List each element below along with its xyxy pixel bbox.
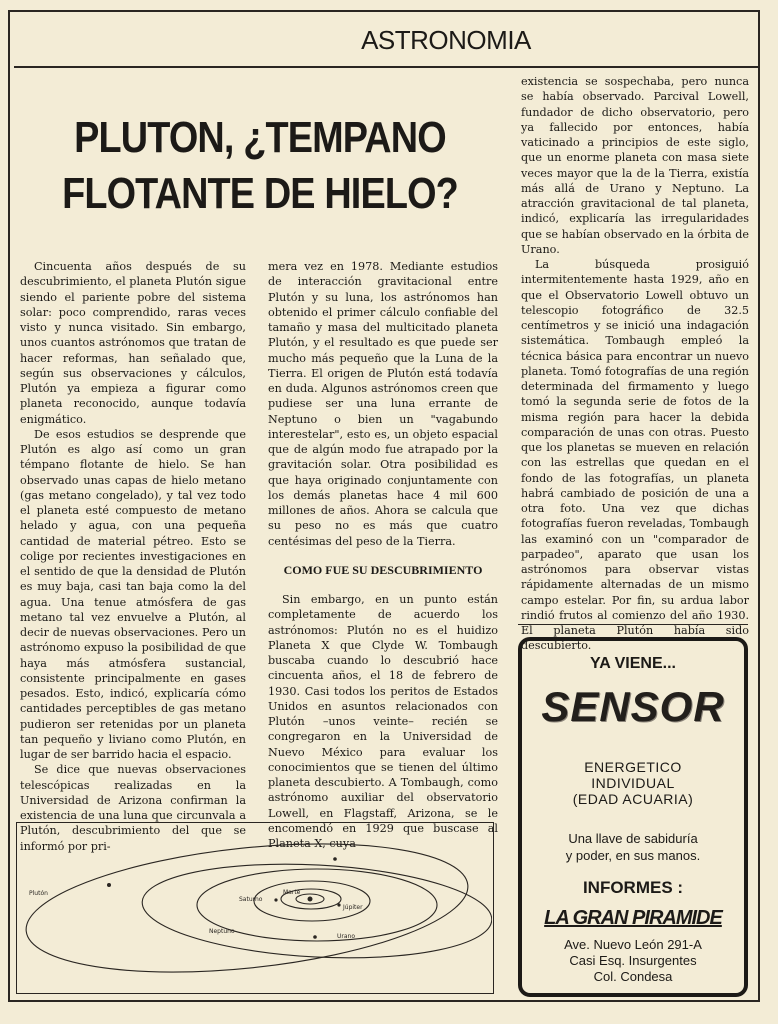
paragraph: existencia se sospechaba, pero nunca se había observado. Parcival Lowell, fundador de dicho observatorio, pero ya fallecido por entonces, había vaticinado a principios de este siglo, que un enorme planeta con masa siete veces mayor que la de la Tierra, existía más allá de Urano y Neptuno. La atracción gravitacional de tal planeta, indicó, explicaría las irregularidades que se habían observado en la órbita de Urano. — [521, 75, 749, 256]
paragraph: Se dice que nuevas observaciones telescópicas realizadas en la Universidad de Arizona confirman la existencia de una luna que circunvala a Plutón, descubrimiento del que se informó por pri- — [20, 763, 246, 853]
article-column-2 — [268, 259, 498, 851]
paragraph: mera vez en 1978. Mediante estudios de interacción gravitacional entre Plutón y su luna, los astrónomos han obtenido el primer cálculo confiable del tamaño y masa del multicitado planeta Plutón, y el resultado es que puede ser mucho más pequeño que la Luna de la Tierra. El origen de Plutón está todavía en duda. Algunos astrónomos creen que pudiese ser una luna errante de Neptuno o bien un "vagabundo interestelar", esto es, un objeto espacial que de algún modo fue atrapado por la gravitación solar. Otra posibilidad es que haya originado conjuntamente con los demás planetas hace 4 mil 600 millones de años. Ahora se calcula que su peso no es más que cuatro centésimas del peso de la Tierra. — [268, 260, 498, 548]
saturn-orbit — [254, 881, 370, 921]
section-title: ASTRONOMIA — [361, 24, 531, 55]
paragraph: Cincuenta años después de su descubrimiento, el planeta Plutón sigue siendo el pariente pobre del sistema solar: poco comprendido, raras veces visto y nunca visitado. Sin embargo, unos cuantos astrónomos que tratan de hacer reformas, han señalado que, según sus observaciones y cálculos, Plutón ya empieza a figurar como planeta reconocido, aunque todavía enigmático. — [20, 260, 246, 426]
ad-brand-logo: SENSOR — [541, 683, 725, 730]
sun — [308, 897, 313, 902]
ad-tagline: ENERGETICO — [584, 759, 682, 775]
headline-line-1: PLUTON, ¿TEMPANO — [74, 113, 446, 162]
label-neptune: Neptuno — [209, 928, 235, 935]
orbit-diagram-svg — [17, 823, 492, 992]
ad-address: Col. Condesa — [593, 969, 673, 984]
headline — [54, 110, 467, 222]
ad-company-logo: LA GRAN PIRAMIDE — [544, 907, 722, 929]
section-header — [14, 14, 758, 68]
ad-address: Casi Esq. Insurgentes — [569, 953, 697, 968]
paragraph: Sin embargo, en un punto están completamente de acuerdo los astrónomos: Plutón no es el huidizo Planeta X que Clyde W. Tombaugh buscaba cuando lo descubrió hace cincuenta años, el 18 de febrero de 1930. Casi todos los peritos de Estados Unidos en asuntos relacionados con Plutón –unos veinte– recién se congregaron en la Universidad de Nuevo México para evaluar los conocimientos que se tienen del último planeta descubierto. A Tombaugh, como astrónomo auxiliar del observatorio Lowell, en Flagstaff, Arizona, se le encomendó en 1929 que buscase al Planeta X, cuya — [268, 593, 498, 850]
planet-dot — [337, 903, 340, 906]
label-mars: Marte — [283, 889, 301, 896]
label-uranus: Urano — [337, 933, 356, 940]
ad-tagline: INDIVIDUAL — [591, 775, 675, 791]
label-saturn: Saturno — [239, 896, 263, 903]
orbit-diagram — [16, 822, 494, 994]
ad-coming-soon: YA VIENE... — [590, 655, 676, 672]
ad-tagline: (EDAD ACUARIA) — [572, 791, 694, 807]
subheading: COMO FUE SU DESCUBRIMIENTO — [283, 562, 483, 577]
column-divider — [518, 624, 748, 625]
article-column-1 — [20, 259, 246, 854]
neptune-orbit — [140, 856, 492, 966]
label-jupiter: Júpiter — [343, 904, 363, 911]
planet-dot — [313, 935, 317, 939]
label-pluto: Plutón — [29, 890, 48, 897]
article-column-3 — [521, 74, 749, 654]
ad-slogan: y poder, en sus manos. — [565, 848, 701, 863]
planet-dot — [333, 857, 337, 861]
pluto-orbit — [20, 825, 474, 991]
planet-dot — [274, 898, 277, 901]
paragraph: De esos estudios se desprende que Plutón es algo así como un gran témpano flotante de hielo. Se han observado unas capas de hielo metano (gas metano congelado), y tal vez todo el planeta esté compuesto de metano helado y agua, con una pequeña cantidad de material pétreo. Esto se colige por recientes investigaciones en el sentido de que la densidad de Plutón es muy baja, casi tan baja como la del agua. Una tenue atmósfera de gas metano tal vez envuelve a Plutón, al decir de nuevas observaciones. Pero un astrónomo expuso la posibilidad de que haya más atmósfera sustancial, consistente principalmente en gases pesados. Esto, indicó, explicaría cómo cantidades perceptibles de gas metano pudieron ser retenidas por un planeta tan pequeño y liviano como Plutón, en lugar de ser barrido hacia el espacio. — [20, 427, 246, 761]
planet-dot — [107, 883, 111, 887]
ad-informes: INFORMES : — [582, 878, 684, 897]
ad-slogan: Una llave de sabiduría — [568, 831, 698, 846]
sensor-advertisement — [518, 637, 748, 997]
ad-address: Ave. Nuevo León 291-A — [564, 937, 702, 952]
paragraph: La búsqueda prosiguió intermitentemente hasta 1929, año en que el Observatorio Lowell obtuvo un telescopio fotográfico de 32.5 centímetros y se inició una indagación sistemática. Tombaugh empleó la técnica básica para encontrar un nuevo planeta. Tomó fotografías de una región determinada del firmamento y luego tomó la segunda serie de fotos de la misma región para hacer la debida comparación de unas con otras. Puesto que los planetas se mueven en relación con las estrellas que quedan en el fondo de las fotografías, un planeta habrá cambiado de posición de una a otra foto. Una vez que dichas fotografías fueron reveladas, Tombaugh las examinó con un "comparador de parpadeo", aparato que usan los astrónomos para observar vistas rápidamente alternadas de un mismo campo estelar. Por fin, su ardua labor rindió frutos al comienzo del año 1930. El planeta Plutón había sido descubierto. — [521, 258, 749, 653]
headline-line-2: FLOTANTE DE HIELO? — [62, 169, 458, 218]
